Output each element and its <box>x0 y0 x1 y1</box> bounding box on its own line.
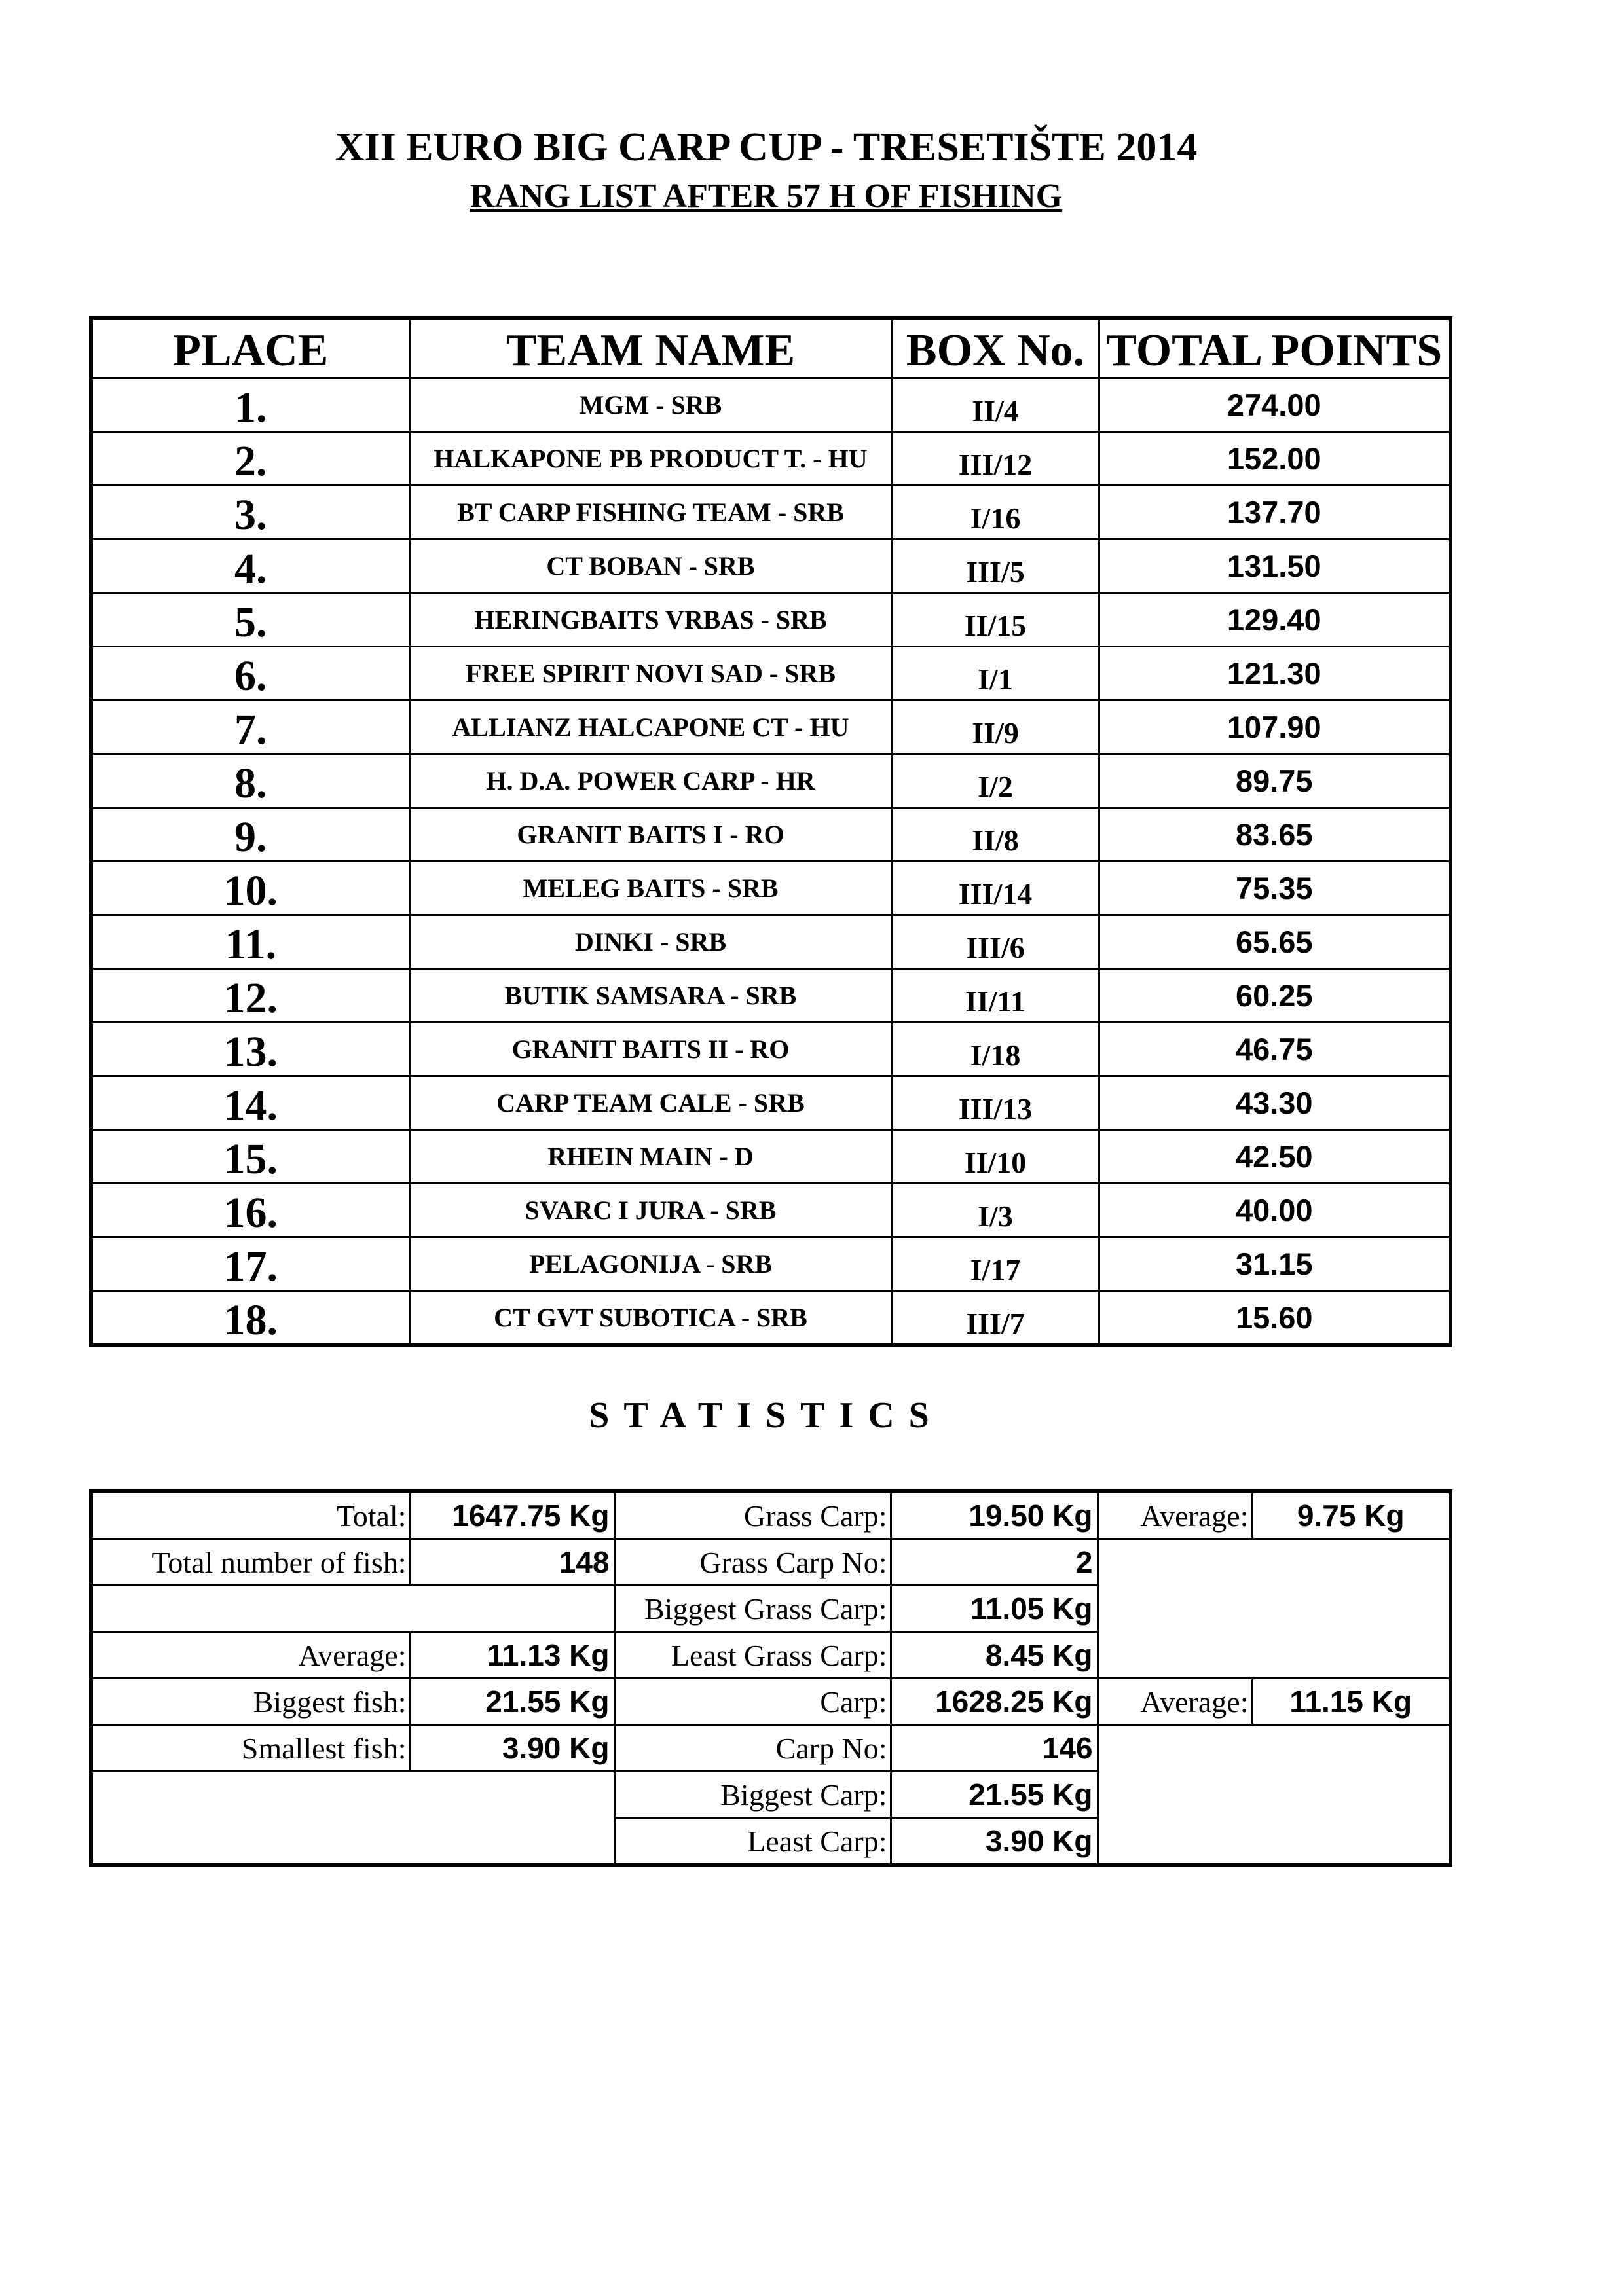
total-fish-label: Total number of fish: <box>91 1539 410 1586</box>
total-points-cell: 121.30 <box>1099 647 1450 701</box>
table-row <box>91 1076 1450 1130</box>
biggest-grass-carp-label: Biggest Grass Carp: <box>614 1586 891 1632</box>
team-name-cell: BT CARP FISHING TEAM - SRB <box>409 486 892 539</box>
table-row <box>91 432 1450 486</box>
carp-no-label: Carp No: <box>614 1725 891 1772</box>
total-points-cell: 83.65 <box>1099 808 1450 862</box>
statistics-table <box>89 1489 1452 1867</box>
table-row <box>91 593 1450 647</box>
biggest-carp-label: Biggest Carp: <box>614 1772 891 1818</box>
carp-value: 1628.25 Kg <box>891 1679 1098 1725</box>
rang-list-body <box>91 378 1450 1346</box>
table-row <box>91 486 1450 539</box>
box-no-cell: III/13 <box>892 1076 1099 1130</box>
box-no-cell: II/8 <box>892 808 1099 862</box>
table-row <box>91 754 1450 808</box>
team-name-cell: PELAGONIJA - SRB <box>409 1237 892 1291</box>
box-no-cell: III/12 <box>892 432 1099 486</box>
total-points-cell: 131.50 <box>1099 539 1450 593</box>
total-points-cell: 43.30 <box>1099 1076 1450 1130</box>
team-name-cell: SVARC I JURA - SRB <box>409 1184 892 1237</box>
document-subtitle: RANG LIST AFTER 57 H OF FISHING <box>470 177 1063 215</box>
table-row <box>91 539 1450 593</box>
table-row <box>91 1184 1450 1237</box>
box-no-cell: I/3 <box>892 1184 1099 1237</box>
total-points-cell: 152.00 <box>1099 432 1450 486</box>
stats-row <box>91 1679 1450 1725</box>
place-cell: 12. <box>91 969 409 1023</box>
team-name-cell: HALKAPONE PB PRODUCT T. - HU <box>409 432 892 486</box>
statistics-heading: STATISTICS <box>589 1395 944 1436</box>
box-no-cell: III/5 <box>892 539 1099 593</box>
box-no-cell: III/14 <box>892 862 1099 915</box>
box-no-cell: I/17 <box>892 1237 1099 1291</box>
column-header-box-no: BOX No. <box>892 318 1099 378</box>
carp-average-value: 11.15 Kg <box>1252 1679 1450 1725</box>
empty-cell <box>91 1772 614 1866</box>
table-row <box>91 1291 1450 1346</box>
place-cell: 7. <box>91 701 409 754</box>
biggest-fish-value: 21.55 Kg <box>410 1679 614 1725</box>
place-cell: 1. <box>91 378 409 432</box>
total-points-cell: 75.35 <box>1099 862 1450 915</box>
carp-average-label: Average: <box>1098 1679 1252 1725</box>
total-points-cell: 65.65 <box>1099 915 1450 969</box>
column-header-team-name: TEAM NAME <box>409 318 892 378</box>
place-cell: 14. <box>91 1076 409 1130</box>
team-name-cell: DINKI - SRB <box>409 915 892 969</box>
team-name-cell: MELEG BAITS - SRB <box>409 862 892 915</box>
box-no-cell: II/15 <box>892 593 1099 647</box>
grass-carp-no-label: Grass Carp No: <box>614 1539 891 1586</box>
grass-carp-average-label: Average: <box>1098 1491 1252 1539</box>
place-cell: 13. <box>91 1023 409 1076</box>
team-name-cell: ALLIANZ HALCAPONE CT - HU <box>409 701 892 754</box>
table-row <box>91 1130 1450 1184</box>
total-points-cell: 89.75 <box>1099 754 1450 808</box>
box-no-cell: III/6 <box>892 915 1099 969</box>
rang-header-row <box>91 318 1450 378</box>
box-no-cell: II/4 <box>892 378 1099 432</box>
empty-cell <box>1098 1725 1450 1866</box>
table-row <box>91 969 1450 1023</box>
team-name-cell: BUTIK SAMSARA - SRB <box>409 969 892 1023</box>
biggest-fish-label: Biggest fish: <box>91 1679 410 1725</box>
least-grass-carp-value: 8.45 Kg <box>891 1632 1098 1679</box>
box-no-cell: II/9 <box>892 701 1099 754</box>
table-row <box>91 1237 1450 1291</box>
grass-carp-average-value: 9.75 Kg <box>1252 1491 1450 1539</box>
stats-row <box>91 1539 1450 1586</box>
box-no-cell: II/10 <box>892 1130 1099 1184</box>
team-name-cell: HERINGBAITS VRBAS - SRB <box>409 593 892 647</box>
team-name-cell: RHEIN MAIN - D <box>409 1130 892 1184</box>
least-carp-label: Least Carp: <box>614 1818 891 1866</box>
total-points-cell: 129.40 <box>1099 593 1450 647</box>
total-value: 1647.75 Kg <box>410 1491 614 1539</box>
smallest-fish-value: 3.90 Kg <box>410 1725 614 1772</box>
total-points-cell: 46.75 <box>1099 1023 1450 1076</box>
table-row <box>91 378 1450 432</box>
box-no-cell: I/1 <box>892 647 1099 701</box>
total-points-cell: 274.00 <box>1099 378 1450 432</box>
total-points-cell: 40.00 <box>1099 1184 1450 1237</box>
carp-no-value: 146 <box>891 1725 1098 1772</box>
biggest-grass-carp-value: 11.05 Kg <box>891 1586 1098 1632</box>
place-cell: 17. <box>91 1237 409 1291</box>
team-name-cell: MGM - SRB <box>409 378 892 432</box>
total-points-cell: 15.60 <box>1099 1291 1450 1346</box>
team-name-cell: CT BOBAN - SRB <box>409 539 892 593</box>
table-row <box>91 915 1450 969</box>
table-row <box>91 701 1450 754</box>
column-header-total-points: TOTAL POINTS <box>1099 318 1450 378</box>
box-no-cell: I/18 <box>892 1023 1099 1076</box>
total-points-cell: 31.15 <box>1099 1237 1450 1291</box>
grass-carp-value: 19.50 Kg <box>891 1491 1098 1539</box>
total-points-cell: 107.90 <box>1099 701 1450 754</box>
table-row <box>91 808 1450 862</box>
place-cell: 3. <box>91 486 409 539</box>
average-label: Average: <box>91 1632 410 1679</box>
column-header-place: PLACE <box>91 318 409 378</box>
grass-carp-label: Grass Carp: <box>614 1491 891 1539</box>
total-points-cell: 137.70 <box>1099 486 1450 539</box>
total-label: Total: <box>91 1491 410 1539</box>
place-cell: 18. <box>91 1291 409 1346</box>
place-cell: 5. <box>91 593 409 647</box>
biggest-carp-value: 21.55 Kg <box>891 1772 1098 1818</box>
team-name-cell: FREE SPIRIT NOVI SAD - SRB <box>409 647 892 701</box>
place-cell: 15. <box>91 1130 409 1184</box>
total-fish-value: 148 <box>410 1539 614 1586</box>
average-value: 11.13 Kg <box>410 1632 614 1679</box>
table-row <box>91 862 1450 915</box>
box-no-cell: III/7 <box>892 1291 1099 1346</box>
team-name-cell: CARP TEAM CALE - SRB <box>409 1076 892 1130</box>
grass-carp-no-value: 2 <box>891 1539 1098 1586</box>
table-row <box>91 647 1450 701</box>
least-carp-value: 3.90 Kg <box>891 1818 1098 1866</box>
empty-cell <box>91 1586 614 1632</box>
least-grass-carp-label: Least Grass Carp: <box>614 1632 891 1679</box>
smallest-fish-label: Smallest fish: <box>91 1725 410 1772</box>
total-points-cell: 42.50 <box>1099 1130 1450 1184</box>
place-cell: 8. <box>91 754 409 808</box>
place-cell: 2. <box>91 432 409 486</box>
place-cell: 9. <box>91 808 409 862</box>
place-cell: 11. <box>91 915 409 969</box>
stats-row <box>91 1491 1450 1539</box>
table-row <box>91 1023 1450 1076</box>
total-points-cell: 60.25 <box>1099 969 1450 1023</box>
team-name-cell: H. D.A. POWER CARP - HR <box>409 754 892 808</box>
place-cell: 4. <box>91 539 409 593</box>
carp-label: Carp: <box>614 1679 891 1725</box>
place-cell: 6. <box>91 647 409 701</box>
document-title: XII EURO BIG CARP CUP - TRESETIŠTE 2014 <box>335 125 1198 170</box>
team-name-cell: GRANIT BAITS I - RO <box>409 808 892 862</box>
empty-cell <box>1098 1539 1450 1679</box>
box-no-cell: I/16 <box>892 486 1099 539</box>
box-no-cell: I/2 <box>892 754 1099 808</box>
team-name-cell: GRANIT BAITS II - RO <box>409 1023 892 1076</box>
team-name-cell: CT GVT SUBOTICA - SRB <box>409 1291 892 1346</box>
place-cell: 10. <box>91 862 409 915</box>
place-cell: 16. <box>91 1184 409 1237</box>
box-no-cell: II/11 <box>892 969 1099 1023</box>
stats-row <box>91 1725 1450 1772</box>
rang-list-table <box>89 316 1452 1347</box>
